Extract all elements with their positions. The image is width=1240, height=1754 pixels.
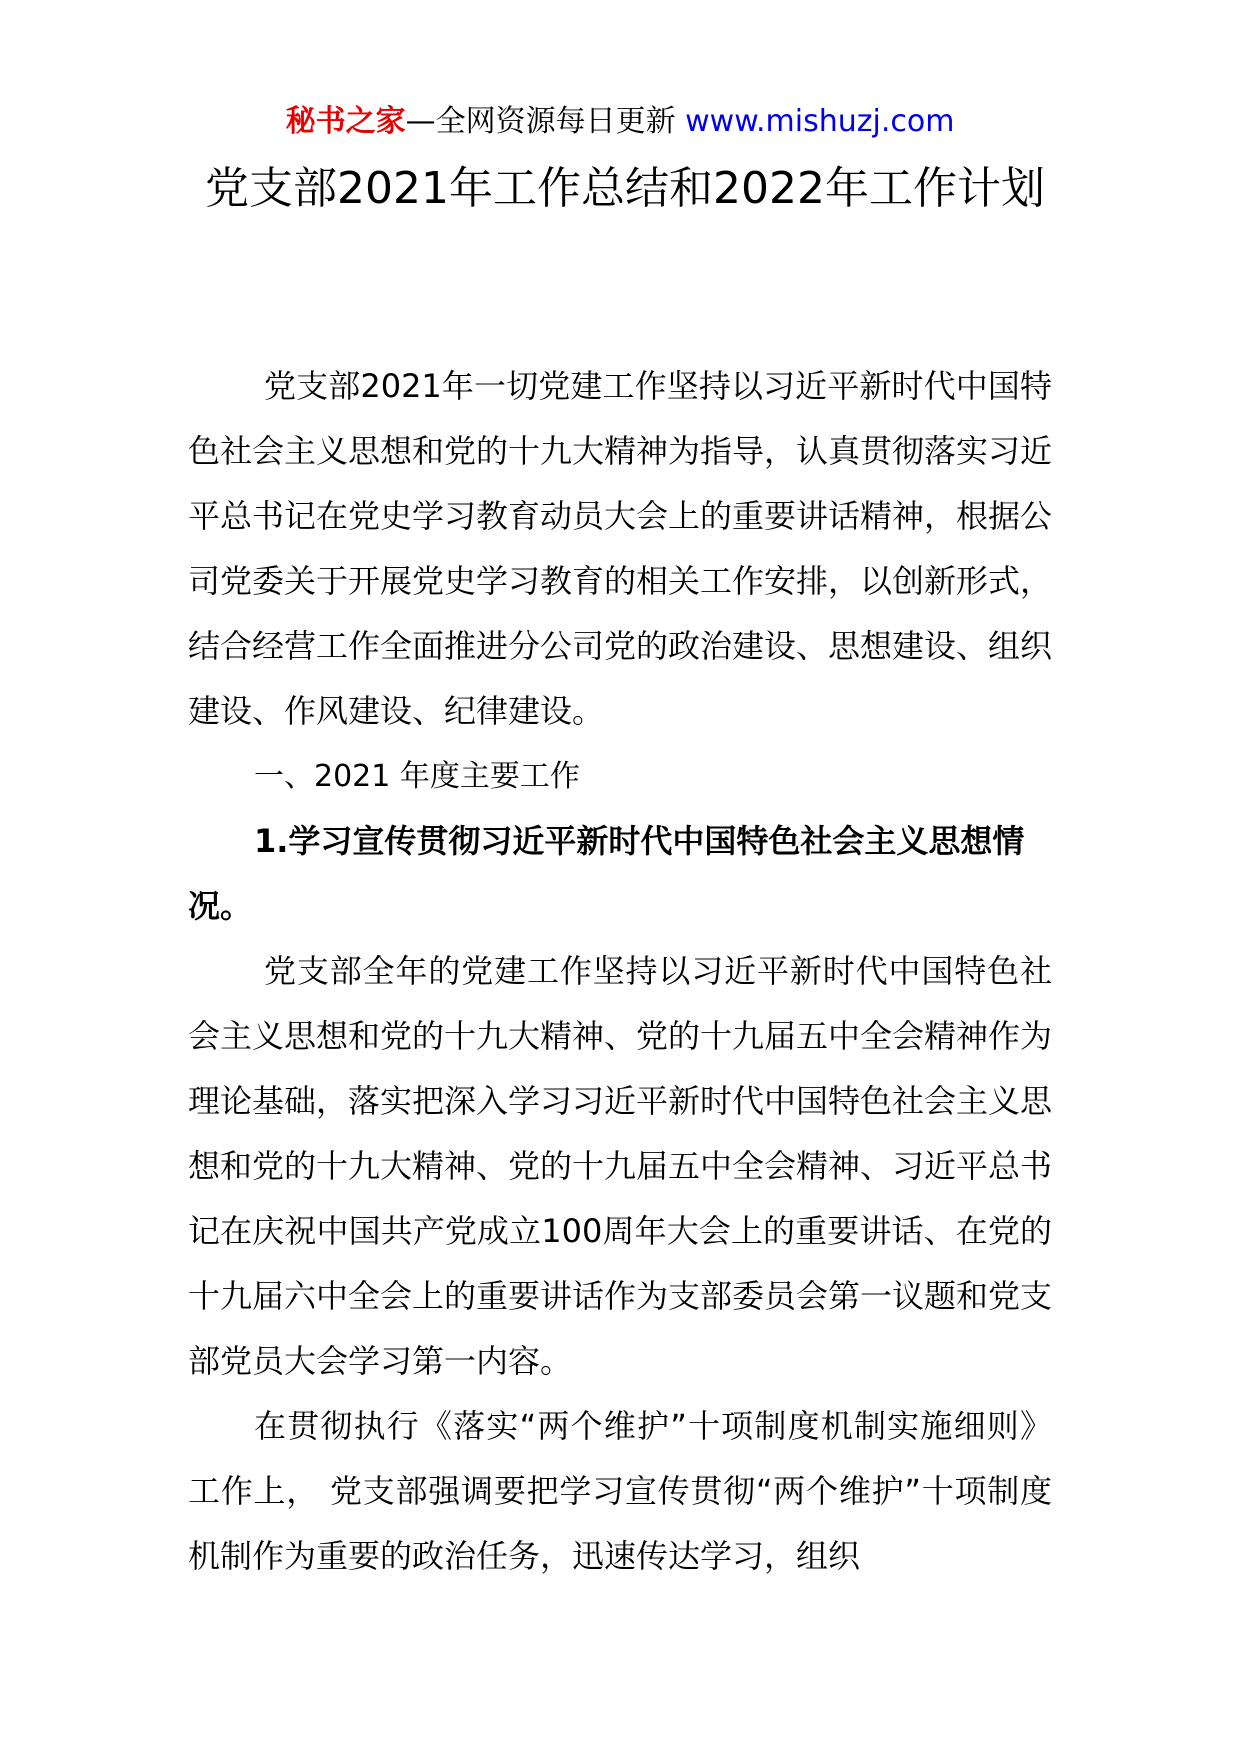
body-paragraph-2: 在贯彻执行《落实“两个维护”十项制度机制实施细则》工作上， 党支部强调要把学习宣传贯彻“两个维护”十项制度机制作为重要的政治任务，迅速传达学习，组织 [188, 1407, 1052, 1575]
banner-tagline: —全网资源每日更新 [405, 104, 686, 139]
body-paragraph-1: 党支部全年的党建工作坚持以习近平新时代中国特色社会主义思想和党的十九大精神、党的十九届五中全会精神作为理论基础，落实把深入学习习近平新时代中国特色社会主义思想和党的十九大精神、党的十九届五中全会精神、习近平总书记在庆祝中国共产党成立100周年大会上的重要讲话、在党的十九届六中全会上的重要讲话作为支部委员会第一议题和党支部党员大会学习第一内容。 [188, 952, 1053, 1380]
document-title: 党支部2021年工作总结和2022年工作计划 [205, 163, 1045, 214]
site-banner [0, 100, 1240, 144]
intro-paragraph: 党支部2021年一切党建工作坚持以习近平新时代中国特色社会主义思想和党的十九大精神为指导，认真贯彻落实习近平总书记在党史学习教育动员大会上的重要讲话精神，根据公司党委关于开展党史学习教育的相关工作安排，以创新形式，结合经营工作全面推进分公司党的政治建设、思想建设、组织建设、作风建设、纪律建设。 [188, 367, 1053, 730]
document-body [188, 354, 1052, 1589]
subsection-heading: 1.学习宣传贯彻习近平新时代中国特色社会主义思想情况。 [188, 822, 1025, 925]
site-url-link[interactable]: www.mishuzj.com [685, 104, 955, 139]
brand-name: 秘书之家 [285, 104, 406, 139]
section-heading: 一、2021 年度主要工作 [254, 759, 580, 794]
